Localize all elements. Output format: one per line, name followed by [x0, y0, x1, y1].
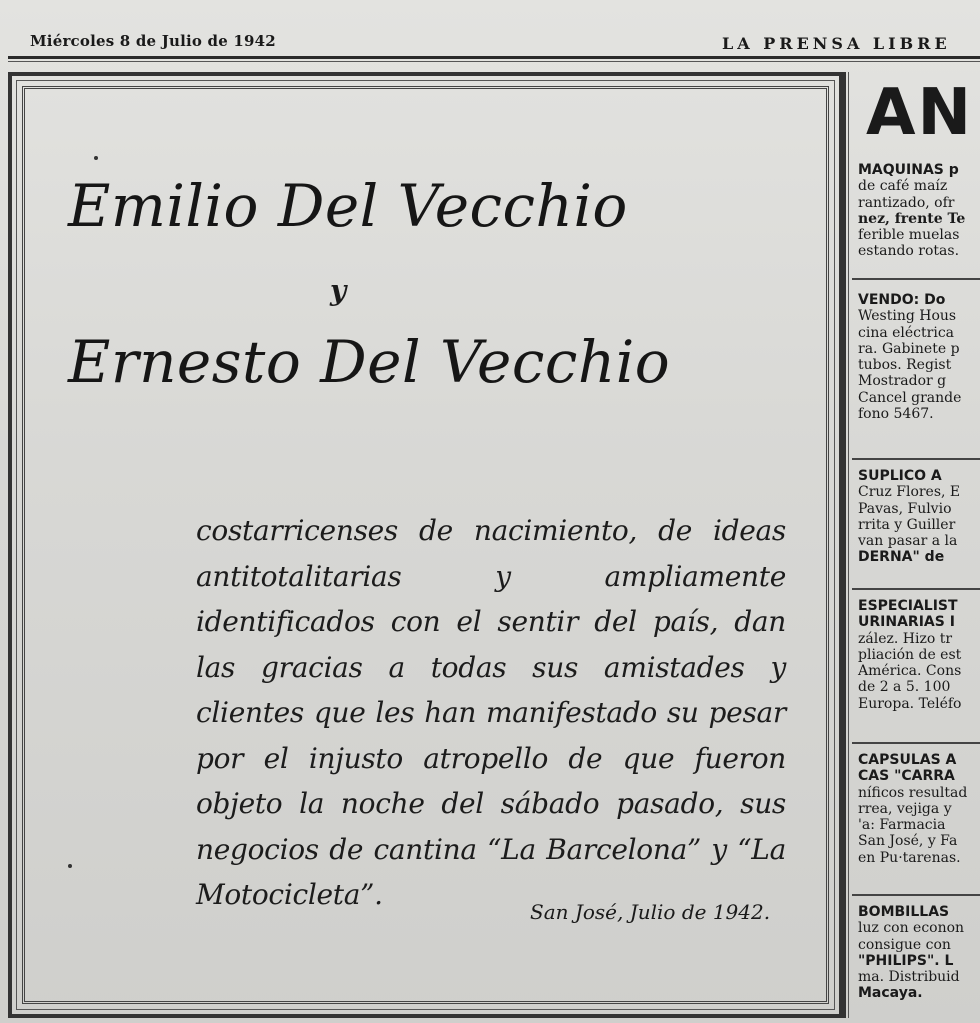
classified-line: URINARIAS I: [858, 614, 955, 631]
classified-item: [858, 904, 980, 1002]
ad-conjunction: y: [330, 274, 347, 307]
classified-line: van pasar a la: [858, 533, 958, 550]
issue-date: Miércoles 8 de Julio de 1942: [30, 32, 276, 50]
print-speck: [94, 156, 98, 160]
classified-item: [858, 468, 980, 566]
notice-ad: [8, 72, 843, 1018]
classified-line: ESPECIALIST: [858, 598, 958, 614]
classified-separator: [852, 278, 980, 280]
column-divider-thin: [848, 72, 849, 1018]
classified-line: fono 5467.: [858, 406, 934, 423]
classified-separator: [852, 894, 980, 896]
classified-line: Macaya.: [858, 985, 923, 1002]
classified-line: de café maíz: [858, 178, 948, 195]
classified-line: consigue con: [858, 936, 951, 953]
header-rule: [8, 56, 980, 59]
classified-separator: [852, 588, 980, 590]
classified-line: Mostrador g: [858, 373, 947, 390]
newspaper-name: LA PRENSA LIBRE: [722, 34, 951, 53]
ad-signature: San José, Julio de 1942.: [530, 900, 771, 924]
header-rule-thin: [8, 61, 980, 62]
classified-line: Westing Hous: [858, 308, 957, 325]
classified-line: nez, frente Te: [858, 210, 966, 227]
classified-line: ma. Distribuid: [858, 969, 960, 986]
classified-item: [858, 292, 980, 422]
classified-line: zález. Hizo tr: [858, 630, 953, 647]
classified-line: CAS "CARRA: [858, 768, 955, 785]
classified-line: "PHILIPS". L: [858, 952, 954, 969]
classified-line: Cruz Flores, E: [858, 484, 961, 501]
classified-line: Cancel grande: [858, 389, 962, 406]
classified-line: Europa. Teléfo: [858, 695, 962, 712]
classified-line: tubos. Regist: [858, 357, 952, 374]
classified-line: cina eléctrica: [858, 324, 955, 341]
print-speck: [68, 864, 72, 868]
classified-line: pliación de est: [858, 646, 962, 663]
classified-item: [858, 752, 980, 866]
classified-item: [858, 162, 980, 260]
classifieds-column: [852, 66, 980, 1023]
ad-name-ernesto: Ernesto Del Vecchio: [68, 328, 671, 396]
classified-line: CAPSULAS A: [858, 752, 957, 768]
ad-body-text: costarricenses de nacimiento, de ideas antitotalitarias y ampliamente identificados con el sentir del país, dan las gracias a todas sus amistades y clientes que les han manifestado su pesar por el injusto atropello de que fueron objeto la noche del sábado pasado, sus negocios de cantina “La Barcelona” y “La Motocicleta”.: [196, 514, 786, 911]
classified-line: rantizado, ofr: [858, 194, 955, 211]
classified-line: SUPLICO A: [858, 468, 942, 484]
classified-line: de 2 a 5. 100: [858, 679, 951, 696]
classifieds-heading: AN: [866, 76, 974, 150]
column-divider: [842, 72, 846, 1018]
classified-line: luz con econon: [858, 920, 965, 937]
classified-separator: [852, 742, 980, 744]
classified-line: 'a: Farmacia: [858, 817, 946, 834]
classified-line: BOMBILLAS: [858, 904, 950, 920]
classified-line: San José, y Fa: [858, 833, 958, 850]
classified-separator: [852, 458, 980, 460]
classified-line: VENDO: Do: [858, 292, 946, 308]
classified-line: rrea, vejiga y: [858, 800, 952, 817]
classified-line: América. Cons: [858, 663, 962, 680]
classified-line: en Pu·tarenas.: [858, 849, 961, 866]
masthead: [0, 28, 980, 58]
classified-line: ra. Gabinete p: [858, 340, 960, 357]
classified-line: rrita y Guiller: [858, 516, 956, 533]
classified-item: [858, 598, 980, 712]
classified-line: ferible muelas: [858, 227, 960, 244]
classified-line: níficos resultad: [858, 784, 968, 801]
ad-name-emilio: Emilio Del Vecchio: [68, 172, 628, 240]
classified-line: estando rotas.: [858, 243, 960, 260]
classified-line: DERNA" de: [858, 549, 945, 566]
classified-line: Pavas, Fulvio: [858, 500, 952, 517]
classified-line: MAQUINAS p: [858, 162, 959, 178]
